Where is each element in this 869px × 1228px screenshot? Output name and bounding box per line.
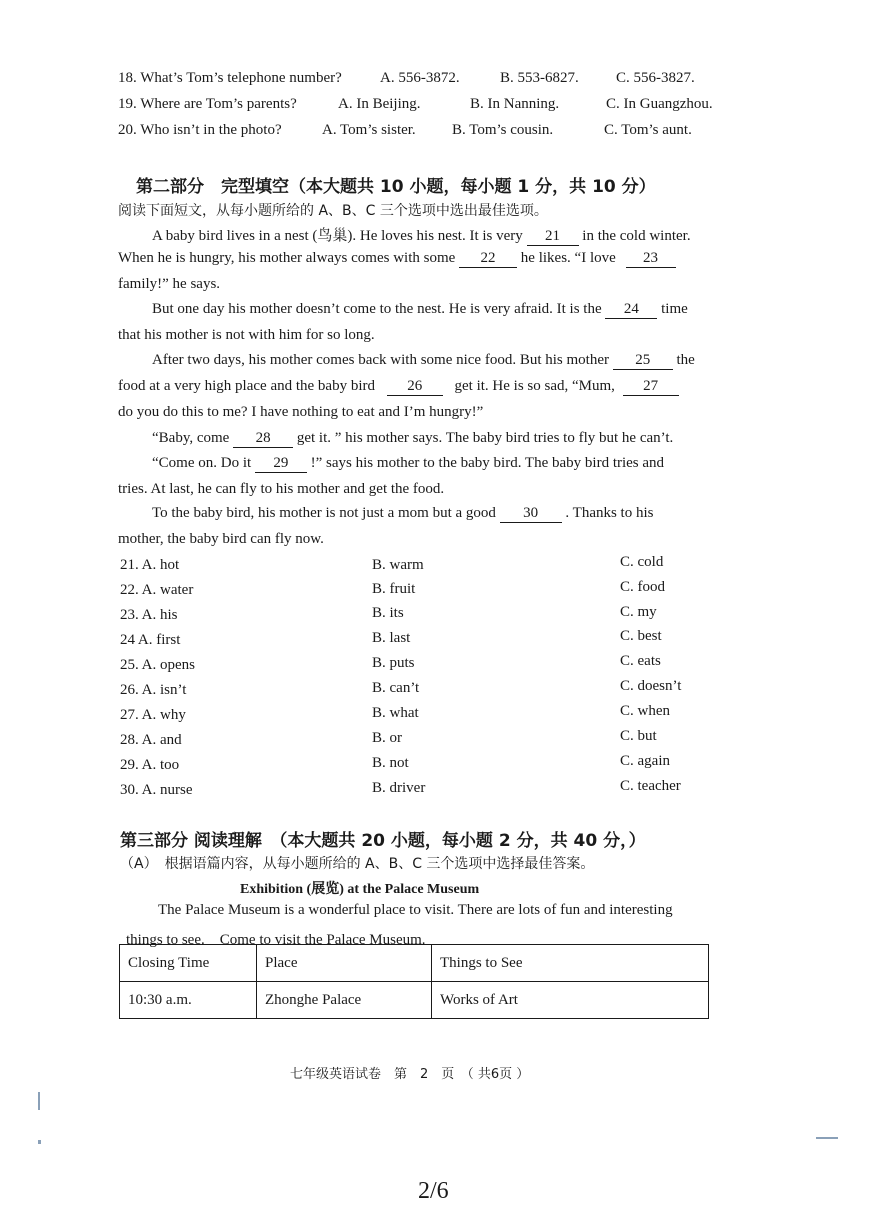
option-b: B. 553-6827. [500,70,579,86]
option-b: B. or [372,730,402,746]
part3-heading: 第三部分 阅读理解 （本大题共 20 小题，每小题 2 分，共 40 分，） [120,831,646,851]
option-b: B. warm [372,557,424,573]
passage-text: !” says his mother to the baby bird. The baby bird tries and [310,455,665,471]
table-row [120,982,709,1019]
blank-22: 22 [459,250,517,268]
table-cell: Works of Art [432,982,709,1019]
passage-text: After two days, his mother comes back with some nice food. But his mother [152,352,609,368]
passage-line [118,250,676,268]
question-18 [118,70,342,87]
option-a: 22. A. water [120,582,194,598]
option-b: B. driver [372,780,426,796]
scan-mark [38,1092,40,1110]
passage-text: the [676,352,695,368]
passage-line [152,505,653,523]
table-cell: Zhonghe Palace [257,982,432,1019]
option-b: B. Tom’s cousin. [452,122,554,138]
passage-line [152,352,695,370]
blank-26: 26 [387,378,443,396]
passage-line: tries. At last, he can fly to his mother and get the food. [118,481,445,497]
blank-23: 23 [626,250,676,268]
passage-line: mother, the baby bird can fly now. [118,531,324,547]
column-header: Closing Time [120,945,257,982]
question-19: 19. Where are Tom’s parents? [118,96,297,112]
option-c: C. but [620,728,657,744]
passage-line [118,378,679,396]
blank-30: 30 [500,505,562,523]
option-a: A. In Beijing. [338,96,421,112]
blank-27: 27 [623,378,679,396]
passage-line [152,301,688,319]
option-c: C. eats [620,653,661,669]
page-number: 2/6 [418,1178,449,1204]
option-c: C. again [620,753,670,769]
passage-text: get it. ” his mother says. The baby bird tries to fly but he can’t. [296,430,674,446]
option-c: C. 556-3827. [616,70,695,86]
blank-25: 25 [613,352,673,370]
passage-line: family!” he says. [118,276,221,292]
passage-text: . Thanks to his [565,505,654,521]
option-c: C. doesn’t [620,678,682,694]
passage-line: that his mother is not with him for so long. [118,327,375,343]
option-c: C. In Guangzhou. [606,96,713,112]
option-a: A. Tom’s sister. [322,122,416,138]
reading-intro: The Palace Museum is a wonderful place to visit. There are lots of fun and interesting [158,902,673,918]
option-b: B. not [372,755,409,771]
part3-instruction: （A） 根据语篇内容，从每小题所给的 A、B、C 三个选项中选择最佳答案。 [120,856,595,872]
column-header: Place [257,945,432,982]
option-a: 28. A. and [120,732,182,748]
reading-intro: things to see. Come to visit the Palace Museum. [126,932,426,948]
option-c: C. food [620,579,665,595]
part2-heading: 第二部分 完型填空（本大题共 10 小题，每小题 1 分，共 10 分） [136,177,656,197]
passage-text: To the baby bird, his mother is not just a mom but a good [152,505,496,521]
option-a: 24 A. first [120,632,181,648]
passage-text: “Come on. Do it [152,455,252,471]
passage-text: When he is hungry, his mother always comes with some [118,250,456,266]
passage-text: A baby bird lives in a nest (鸟巢). He loves his nest. It is very [152,228,523,244]
passage-line [152,224,691,246]
option-c: C. cold [620,554,664,570]
exhibition-table [119,944,709,1019]
blank-21: 21 [527,228,579,246]
question-text: 18. What’s Tom’s telephone number? [118,70,342,86]
part2-instruction: 阅读下面短文，从每小题所给的 A、B、C 三个选项中选出最佳选项。 [118,203,548,219]
option-b: B. its [372,605,404,621]
option-b: B. puts [372,655,415,671]
option-b: B. fruit [372,581,416,597]
reading-title: Exhibition (展览) at the Palace Museum [240,882,480,897]
passage-text: time [661,301,688,317]
option-c: C. best [620,628,662,644]
option-a: 25. A. opens [120,657,195,673]
option-a: A. 556-3872. [380,70,460,86]
table-cell: 10:30 a.m. [120,982,257,1019]
option-b: B. In Nanning. [470,96,560,112]
option-c: C. when [620,703,670,719]
blank-28: 28 [233,430,293,448]
passage-text: “Baby, come [152,430,230,446]
option-b: B. what [372,705,419,721]
option-b: B. can’t [372,680,420,696]
passage-text: get it. He is so sad, “Mum, [454,378,615,394]
scan-mark [816,1137,838,1139]
option-c: C. teacher [620,778,681,794]
passage-text: in the cold winter. [582,228,691,244]
question-20: 20. Who isn’t in the photo? [118,122,282,138]
option-a: 29. A. too [120,757,180,773]
passage-line [152,455,664,473]
blank-29: 29 [255,455,307,473]
passage-text: But one day his mother doesn’t come to the nest. He is very afraid. It is the [152,301,602,317]
option-b: B. last [372,630,411,646]
passage-text: he likes. “I love [520,250,616,266]
option-c: C. Tom’s aunt. [604,122,692,138]
option-a: 21. A. hot [120,557,180,573]
option-a: 26. A. isn’t [120,682,187,698]
passage-line [152,430,673,448]
passage-text: food at a very high place and the baby bird [118,378,375,394]
option-a: 30. A. nurse [120,782,193,798]
option-c: C. my [620,604,657,620]
column-header: Things to See [432,945,709,982]
option-a: 23. A. his [120,607,178,623]
page-footer: 七年级英语试卷 第 2 页 （ 共6页 ） [290,1067,530,1082]
passage-line: do you do this to me? I have nothing to eat and I’m hungry!” [118,404,484,420]
scan-mark [38,1140,41,1144]
option-a: 27. A. why [120,707,186,723]
blank-24: 24 [605,301,657,319]
table-header-row [120,945,709,982]
